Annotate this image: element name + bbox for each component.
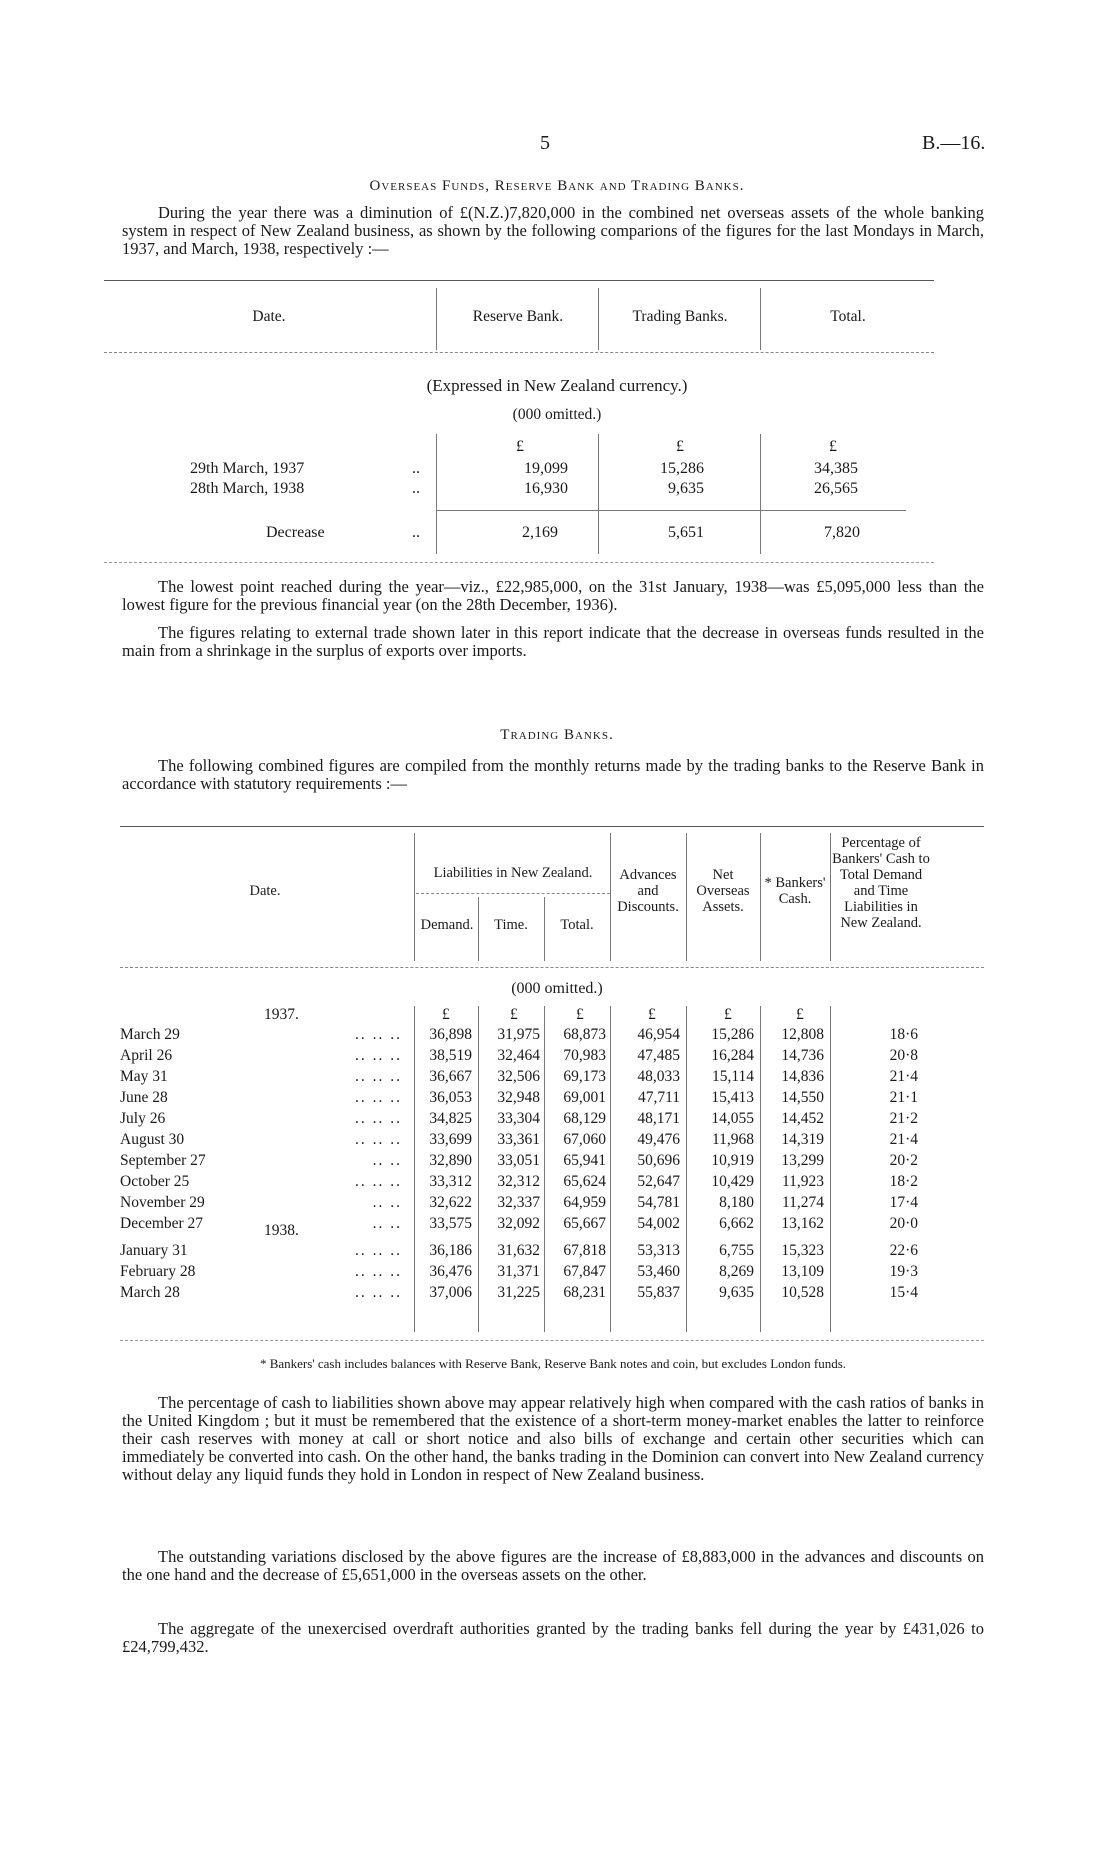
unit-symbol: £ — [442, 1006, 450, 1023]
net-overseas-value: 8,269 — [719, 1263, 754, 1280]
advances-value: 53,460 — [637, 1263, 680, 1280]
row-date: September 27 — [120, 1152, 206, 1169]
row-dots: .. — [412, 524, 420, 541]
demand-value: 36,053 — [429, 1089, 472, 1106]
bankers-cash-value: 14,550 — [781, 1089, 824, 1106]
table-row — [120, 1068, 984, 1086]
table-row — [120, 1173, 984, 1191]
unit-symbol: £ — [676, 438, 684, 455]
row-date: December 27 — [120, 1215, 204, 1232]
percentage-value: 20·2 — [889, 1152, 918, 1169]
bankers-cash-value: 14,736 — [781, 1047, 824, 1064]
reserve-value: 19,099 — [524, 460, 568, 477]
intro-paragraph-overseas: During the year there was a diminution of £(N.Z.)7,820,000 in the combined net overseas assets of the whole banking system in respect of New Zealand business, as shown by the following comparions of the figures for the last Mondays in March, 1937, and March, 1938, respectively :— — [122, 203, 984, 258]
time-value: 32,464 — [497, 1047, 540, 1064]
total-value: 26,565 — [814, 480, 858, 497]
advances-value: 49,476 — [637, 1131, 680, 1148]
time-value: 33,304 — [497, 1110, 540, 1127]
net-overseas-value: 15,413 — [711, 1089, 754, 1106]
table1-top-rule — [104, 280, 934, 281]
total-value: 68,231 — [563, 1284, 606, 1301]
time-value: 32,092 — [497, 1215, 540, 1232]
row-dots: .. .. .. — [355, 1026, 402, 1043]
advances-value: 48,033 — [637, 1068, 680, 1085]
table2-header-net-overseas: Net Overseas Assets. — [696, 867, 750, 915]
bankers-cash-value: 13,162 — [781, 1215, 824, 1232]
row-date: February 28 — [120, 1263, 196, 1280]
table2-divider — [610, 833, 611, 961]
reserve-value: 16,930 — [524, 480, 568, 497]
table2-divider — [760, 833, 761, 961]
percentage-value: 21·4 — [889, 1131, 918, 1148]
bankers-cash-value: 13,299 — [781, 1152, 824, 1169]
advances-value: 55,837 — [637, 1284, 680, 1301]
unit-symbol: £ — [829, 438, 837, 455]
table2-divider — [414, 833, 415, 961]
row-date: March 29 — [120, 1026, 180, 1043]
section-heading-trading-banks: Trading Banks. — [500, 727, 614, 743]
row-date: October 25 — [120, 1173, 190, 1190]
percentage-value: 20·0 — [889, 1215, 918, 1232]
time-value: 32,312 — [497, 1173, 540, 1190]
net-overseas-value: 15,286 — [711, 1026, 754, 1043]
table-row — [120, 1284, 984, 1302]
row-date: January 31 — [120, 1242, 188, 1259]
unit-symbol: £ — [510, 1006, 518, 1023]
row-date: June 28 — [120, 1089, 168, 1106]
table-row — [120, 1110, 984, 1128]
table2-header-time: Time. — [494, 917, 528, 933]
table2-header-liabilities: Liabilities in New Zealand. — [433, 865, 593, 881]
percentage-value: 21·2 — [889, 1110, 918, 1127]
total-value: 65,667 — [563, 1215, 606, 1232]
advances-value: 52,647 — [637, 1173, 680, 1190]
advances-value: 54,781 — [637, 1194, 680, 1211]
table2-divider — [686, 833, 687, 961]
demand-value: 32,890 — [429, 1152, 472, 1169]
table-row — [120, 1194, 984, 1212]
table1-header-trading-banks: Trading Banks. — [632, 308, 728, 325]
bankers-cash-value: 14,836 — [781, 1068, 824, 1085]
table1-divider — [598, 434, 599, 554]
table2-divider — [830, 833, 831, 961]
table-row — [120, 1131, 984, 1149]
advances-value: 46,954 — [637, 1026, 680, 1043]
table2-omitted-note: (000 omitted.) — [511, 980, 603, 997]
time-value: 32,948 — [497, 1089, 540, 1106]
net-overseas-value: 10,429 — [711, 1173, 754, 1190]
table1-divider — [760, 434, 761, 554]
net-overseas-value: 15,114 — [711, 1068, 754, 1085]
table1-divider — [436, 434, 437, 554]
bankers-cash-value: 13,109 — [781, 1263, 824, 1280]
advances-value: 47,485 — [637, 1047, 680, 1064]
year-label: 1937. — [264, 1006, 299, 1023]
percentage-value: 21·1 — [889, 1089, 918, 1106]
paragraph-lowest-point: The lowest point reached during the year—viz., £22,985,000, on the 31st January, 1938—was £5,095,000 less than the lowest figure for the previous financial year (on the 28th December, 1936). — [122, 577, 984, 614]
bankers-cash-value: 14,452 — [781, 1110, 824, 1127]
percentage-value: 18·2 — [889, 1173, 918, 1190]
demand-value: 36,667 — [429, 1068, 472, 1085]
table1-header-total: Total. — [830, 308, 866, 325]
bankers-cash-value: 11,923 — [781, 1173, 824, 1190]
bankers-cash-value: 14,319 — [781, 1131, 824, 1148]
decrease-label: Decrease — [266, 524, 325, 541]
unit-symbol: £ — [724, 1006, 732, 1023]
row-dots: .. .. — [372, 1215, 402, 1232]
page-number: 5 — [540, 132, 550, 154]
table-row — [120, 1089, 984, 1107]
total-value: 69,001 — [563, 1089, 606, 1106]
time-value: 31,632 — [497, 1242, 540, 1259]
demand-value: 36,898 — [429, 1026, 472, 1043]
net-overseas-value: 16,284 — [711, 1047, 754, 1064]
row-dots: .. .. .. — [355, 1284, 402, 1301]
table2-footnote: * Bankers' cash includes balances with Reserve Bank, Reserve Bank notes and coin, but excludes London funds. — [259, 1356, 847, 1371]
advances-value: 50,696 — [637, 1152, 680, 1169]
table1-divider — [436, 288, 437, 350]
row-dots: .. .. .. — [355, 1131, 402, 1148]
demand-value: 32,622 — [429, 1194, 472, 1211]
total-value: 34,385 — [814, 460, 858, 477]
row-date: March 28 — [120, 1284, 180, 1301]
net-overseas-value: 9,635 — [719, 1284, 754, 1301]
table2-header-percentage: Percentage of Bankers' Cash to Total Demand and Time Liabilities in New Zealand. — [832, 835, 930, 931]
row-date: 29th March, 1937 — [190, 460, 305, 477]
table2-liabilities-rule — [416, 893, 610, 894]
bankers-cash-value: 12,808 — [781, 1026, 824, 1043]
trading-value: 15,286 — [660, 460, 704, 477]
net-overseas-value: 8,180 — [719, 1194, 754, 1211]
table1-header-date: Date. — [252, 308, 286, 325]
table2-bottom-rule — [120, 1340, 984, 1341]
table2-header-demand: Demand. — [420, 917, 474, 933]
total-value: 68,873 — [563, 1026, 606, 1043]
paragraph-cash-ratio: The percentage of cash to liabilities shown above may appear relatively high when compared with the cash ratios of banks in the United Kingdom ; but it must be remembered that the existence of a short-term money-market enables the latter to reinforce their cash reserves with money at call or short notice and also bills of exchange and certain other securities which can immediately be converted into cash. On the other hand, the banks trading in the Dominion can convert into New Zealand currency without delay any liquid funds they hold in London in respect of New Zealand business. — [122, 1393, 984, 1484]
net-overseas-value: 11,968 — [711, 1131, 754, 1148]
percentage-value: 17·4 — [889, 1194, 918, 1211]
percentage-value: 22·6 — [889, 1242, 918, 1259]
demand-value: 33,312 — [429, 1173, 472, 1190]
trading-value: 9,635 — [668, 480, 704, 497]
table1-omitted-note: (000 omitted.) — [512, 406, 602, 423]
paragraph-overdraft: The aggregate of the unexercised overdraft authorities granted by the trading banks fell during the year by £431,026 to £24,799,432. — [122, 1619, 984, 1656]
time-value: 33,051 — [497, 1152, 540, 1169]
time-value: 32,337 — [497, 1194, 540, 1211]
percentage-value: 20·8 — [889, 1047, 918, 1064]
trading-value: 5,651 — [668, 524, 704, 541]
demand-value: 38,519 — [429, 1047, 472, 1064]
table-row — [120, 1026, 984, 1044]
year-label: 1938. — [264, 1222, 299, 1239]
advances-value: 48,171 — [637, 1110, 680, 1127]
total-value: 65,624 — [563, 1173, 606, 1190]
unit-symbol: £ — [648, 1006, 656, 1023]
unit-symbol: £ — [516, 438, 524, 455]
advances-value: 47,711 — [637, 1089, 680, 1106]
demand-value: 36,186 — [429, 1242, 472, 1259]
demand-value: 33,699 — [429, 1131, 472, 1148]
table2-header — [120, 826, 984, 968]
table-row — [120, 1242, 984, 1260]
row-dots: .. .. — [372, 1194, 402, 1211]
total-value: 67,060 — [563, 1131, 606, 1148]
row-date: August 30 — [120, 1131, 185, 1148]
table1-divider — [598, 288, 599, 350]
time-value: 33,361 — [497, 1131, 540, 1148]
row-dots: .. .. .. — [355, 1068, 402, 1085]
demand-value: 37,006 — [429, 1284, 472, 1301]
table1-currency-note: (Expressed in New Zealand currency.) — [426, 376, 688, 395]
row-dots: .. .. .. — [355, 1110, 402, 1127]
table2-body — [120, 1006, 984, 1336]
table2-header-date: Date. — [249, 883, 281, 899]
total-value: 70,983 — [563, 1047, 606, 1064]
percentage-value: 18·6 — [889, 1026, 918, 1043]
total-value: 67,818 — [563, 1242, 606, 1259]
table2-year-row — [120, 1222, 984, 1240]
row-date: 28th March, 1938 — [190, 480, 305, 497]
demand-value: 34,825 — [429, 1110, 472, 1127]
table1-header-reserve-bank: Reserve Bank. — [472, 308, 564, 325]
row-dots: .. — [412, 460, 420, 477]
table2-header-advances: Advances and Discounts. — [617, 867, 679, 915]
net-overseas-value: 14,055 — [711, 1110, 754, 1127]
table2-unit-row — [120, 1006, 984, 1024]
total-value: 68,129 — [563, 1110, 606, 1127]
bankers-cash-value: 15,323 — [781, 1242, 824, 1259]
time-value: 31,975 — [497, 1026, 540, 1043]
intro-paragraph-trading: The following combined figures are compiled from the monthly returns made by the trading banks to the Reserve Bank in accordance with statutory requirements :— — [122, 756, 984, 793]
table-row — [120, 1263, 984, 1281]
total-value: 65,941 — [563, 1152, 606, 1169]
table2-header-bankers-cash: * Bankers' Cash. — [764, 875, 826, 907]
row-date: November 29 — [120, 1194, 205, 1211]
table1-subtotal-rule — [436, 510, 906, 511]
bankers-cash-value: 10,528 — [781, 1284, 824, 1301]
paragraph-outstanding-variations: The outstanding variations disclosed by the above figures are the increase of £8,883,000 in the advances and discounts on the one hand and the decrease of £5,651,000 in the overseas assets on the other. — [122, 1547, 984, 1584]
total-value: 64,959 — [563, 1194, 606, 1211]
net-overseas-value: 6,662 — [719, 1215, 754, 1232]
row-date: April 26 — [120, 1047, 173, 1064]
row-dots: .. .. — [372, 1152, 402, 1169]
table-row — [120, 1152, 984, 1170]
document-reference: B.—16. — [922, 132, 986, 154]
row-dots: .. .. .. — [355, 1089, 402, 1106]
table1-divider — [760, 288, 761, 350]
time-value: 32,506 — [497, 1068, 540, 1085]
row-dots: .. .. .. — [355, 1173, 402, 1190]
unit-symbol: £ — [576, 1006, 584, 1023]
table1-header — [104, 282, 934, 353]
percentage-value: 21·4 — [889, 1068, 918, 1085]
net-overseas-value: 10,919 — [711, 1152, 754, 1169]
unit-symbol: £ — [796, 1006, 804, 1023]
row-dots: .. .. .. — [355, 1242, 402, 1259]
net-overseas-value: 6,755 — [719, 1242, 754, 1259]
row-date: July 26 — [120, 1110, 166, 1127]
time-value: 31,225 — [497, 1284, 540, 1301]
total-value: 69,173 — [563, 1068, 606, 1085]
advances-value: 53,313 — [637, 1242, 680, 1259]
table1-bottom-rule — [104, 562, 934, 563]
percentage-value: 15·4 — [889, 1284, 918, 1301]
section-heading-overseas-funds: Overseas Funds, Reserve Bank and Trading Banks. — [369, 178, 745, 194]
total-value: 7,820 — [824, 524, 860, 541]
bankers-cash-value: 11,274 — [781, 1194, 824, 1211]
demand-value: 36,476 — [429, 1263, 472, 1280]
percentage-value: 19·3 — [889, 1263, 918, 1280]
advances-value: 54,002 — [637, 1215, 680, 1232]
row-date: May 31 — [120, 1068, 168, 1085]
reserve-value: 2,169 — [522, 524, 558, 541]
paragraph-external-trade: The figures relating to external trade shown later in this report indicate that the decrease in overseas funds resulted in the main from a shrinkage in the surplus of exports over imports. — [122, 623, 984, 660]
table-row — [120, 1047, 984, 1065]
row-dots: .. .. .. — [355, 1047, 402, 1064]
total-value: 67,847 — [563, 1263, 606, 1280]
time-value: 31,371 — [497, 1263, 540, 1280]
row-dots: .. — [412, 480, 420, 497]
demand-value: 33,575 — [429, 1215, 472, 1232]
row-dots: .. .. .. — [355, 1263, 402, 1280]
table2-header-total: Total. — [560, 917, 594, 933]
